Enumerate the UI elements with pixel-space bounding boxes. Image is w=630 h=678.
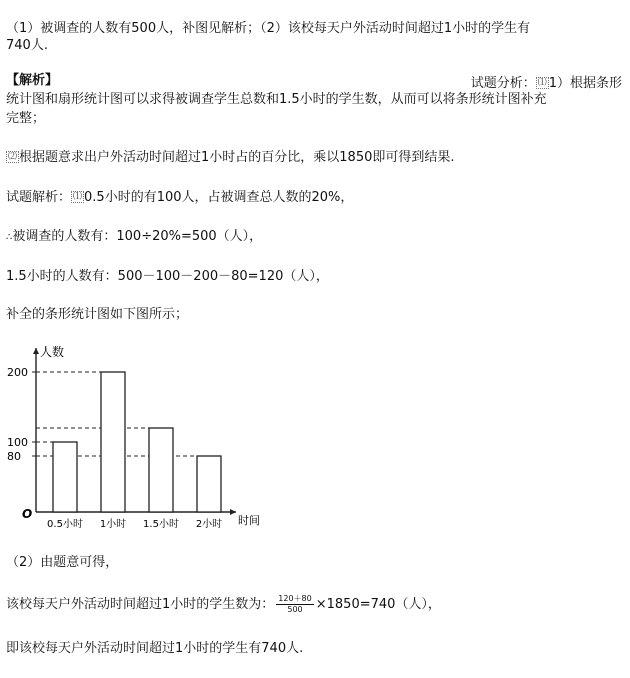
x-tick-label: 1.5小时: [143, 519, 179, 530]
y-axis-arrow-icon: [33, 348, 39, 354]
analysis-intro-line-2: 统计图和扇形统计图可以求得被调查学生总数和1.5小时的学生数，从而可以将条形统计图补充: [6, 92, 547, 107]
part-2-calc: [6, 594, 441, 615]
origin-label: O: [22, 507, 33, 521]
solution-text: 0.5小时的有100人，占被调查总人数的20%，: [84, 190, 354, 205]
item-mark-icon: ⑵: [8, 152, 18, 162]
hour15-line: 1.5小时的人数有：500－100－200－80=120（人），: [6, 269, 329, 284]
analysis-heading: 【解析】: [6, 73, 59, 88]
answer-line-2: 740人.: [6, 38, 48, 53]
solution-label: 试题解析：: [6, 190, 72, 205]
x-tick-label: 0.5小时: [47, 519, 83, 530]
calc-prefix: 该校每天户外活动时间超过1小时的学生数为：: [6, 597, 275, 612]
part-2-conclusion: 即该校每天户外活动时间超过1小时的学生有740人.: [6, 641, 304, 656]
total-text: 被调查的人数有：100÷20%=500（人），: [12, 229, 263, 244]
analysis-intro-line-3: 完整；: [6, 111, 46, 126]
calc-suffix: ×1850=740（人），: [315, 597, 441, 612]
fraction-denominator: 500: [287, 605, 303, 614]
x-tick-label: 1小时: [99, 519, 127, 530]
analysis-intro-right: [471, 72, 622, 91]
y-tick-label: 80: [7, 450, 21, 463]
y-axis-label: 人数: [40, 345, 65, 359]
bar: [101, 372, 125, 512]
fraction: [276, 594, 313, 615]
solution-line: [6, 188, 353, 207]
item-mark-icon: ⑴: [537, 78, 547, 88]
intro-label: 试题分析：: [470, 76, 536, 91]
analysis-part-2: [6, 148, 455, 167]
answer-line-1: （1）被调查的人数有500人，补图见解析；（2）该校每天户外活动时间超过1小时的学生有: [6, 21, 531, 36]
bar-chart: [0, 336, 300, 536]
x-axis-arrow-icon: [230, 509, 236, 515]
item-mark-icon: ⑴: [73, 192, 83, 202]
y-tick-label: 100: [7, 436, 28, 449]
part-2-intro: （2）由题意可得，: [6, 555, 119, 570]
x-axis-label: 时间: [238, 514, 260, 527]
fraction-numerator: 120＋80: [278, 594, 312, 603]
bar: [149, 428, 173, 512]
therefore-symbol: ∴: [6, 232, 13, 243]
bar: [53, 442, 77, 512]
x-tick-label: 2小时: [195, 519, 223, 530]
y-tick-label: 200: [7, 366, 28, 379]
intro-right-text: 1）根据条形: [548, 76, 622, 91]
bar: [197, 456, 221, 512]
part-2-text: 根据题意求出户外活动时间超过1小时占的百分比，乘以1850即可得到结果.: [19, 150, 455, 165]
complete-line: 补全的条形统计图如下图所示；: [6, 307, 189, 322]
total-line: [6, 228, 262, 247]
